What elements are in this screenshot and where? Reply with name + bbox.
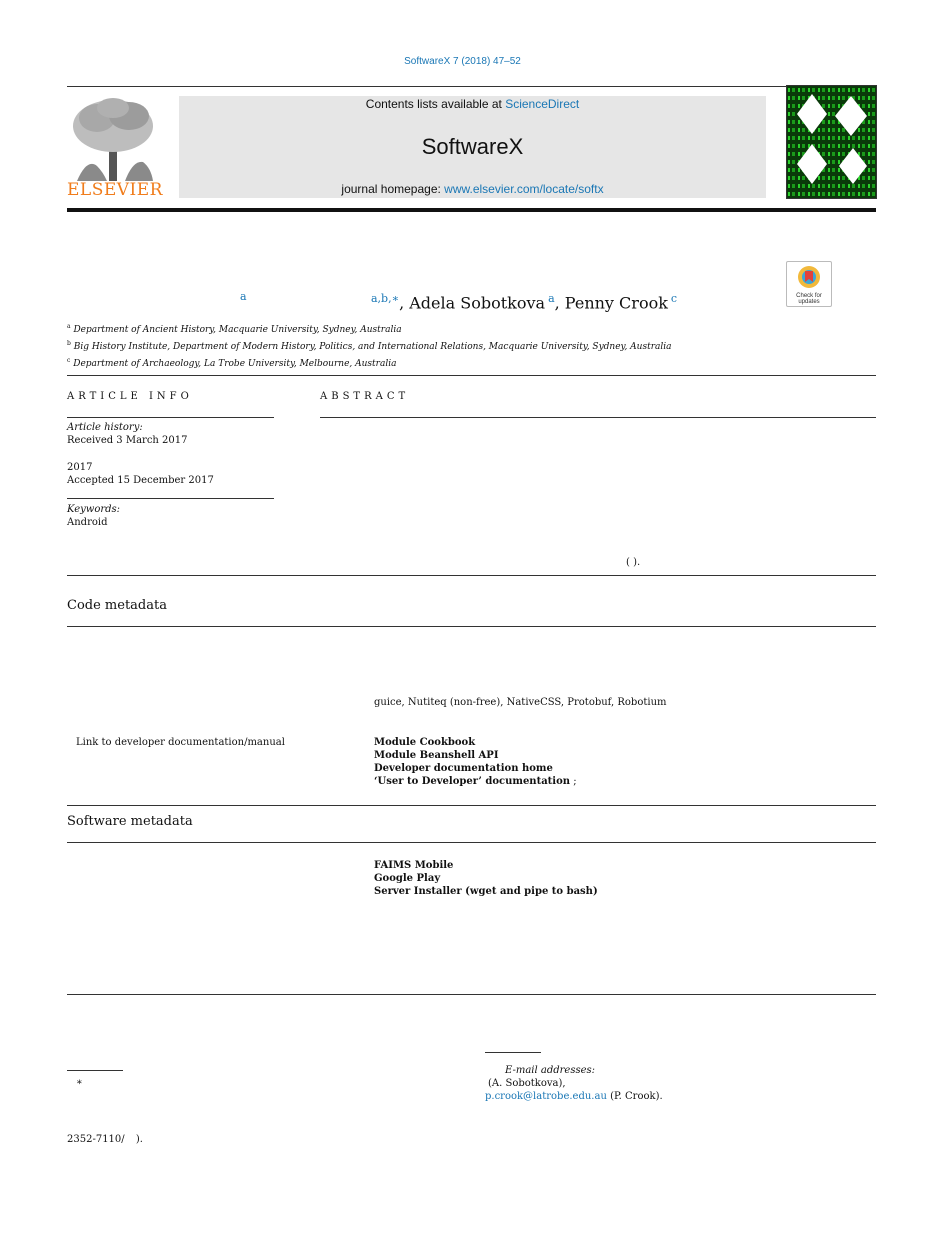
crook-email-link[interactable]: p.crook@latrobe.edu.au <box>485 1091 607 1102</box>
google-play-link[interactable]: Google Play <box>374 873 441 884</box>
software-metadata-rule <box>67 842 876 843</box>
author2-affil-mark[interactable]: a,b,∗ <box>371 292 400 305</box>
journal-cover-image <box>786 85 877 199</box>
user-to-developer-docs: ‘User to Developer’ documentation ; <box>374 776 577 787</box>
author3-affil-mark[interactable]: a <box>548 292 555 305</box>
elsevier-tree-icon <box>67 96 159 182</box>
homepage-line: journal homepage: www.elsevier.com/locate/softx <box>341 182 604 196</box>
footer-top-rule <box>67 994 876 995</box>
accepted-date: Accepted 15 December 2017 <box>67 475 214 486</box>
code-dependencies: guice, Nutiteq (non-free), NativeCSS, Protobuf, Robotium <box>374 697 667 708</box>
module-cookbook-link[interactable]: Module Cookbook <box>374 737 476 748</box>
footnote-rule-left <box>67 1070 123 1071</box>
check-for-updates-badge[interactable] <box>786 261 832 307</box>
homepage-link[interactable]: www.elsevier.com/locate/softx <box>444 182 604 196</box>
software-metadata-heading: Software metadata <box>67 814 193 829</box>
affiliation-c: $^c$ Department of Archaeology, La Trobe University, Melbourne, Australia <box>67 357 397 369</box>
article-info-top-rule <box>67 375 876 376</box>
module-beanshell-api-link[interactable]: Module Beanshell API <box>374 750 499 761</box>
revised-year: 2017 <box>67 462 93 473</box>
article-info-heading: ARTICLE INFO <box>67 391 193 402</box>
author3-name: , Adela Sobotkova <box>399 293 546 313</box>
journal-banner <box>179 96 766 198</box>
header-top-rule <box>67 86 876 87</box>
code-metadata-heading: Code metadata <box>67 598 167 613</box>
author1-affil-mark[interactable]: a <box>240 290 247 303</box>
software-metadata-top-rule <box>67 805 876 806</box>
sciencedirect-link[interactable]: ScienceDirect <box>505 97 580 111</box>
affiliation-a: $^a$ Department of Ancient History, Macquarie University, Sydney, Australia <box>67 323 402 335</box>
keywords-rule <box>67 498 274 499</box>
journal-citation-link[interactable]: SoftwareX 7 (2018) 47–52 <box>404 56 521 67</box>
crossmark-icon <box>797 265 821 289</box>
email-sobotkova: (A. Sobotkova), <box>488 1078 566 1089</box>
issn-line: 2352-7110/ ). <box>67 1134 143 1145</box>
developer-docs-home-link[interactable]: Developer documentation home <box>374 763 553 774</box>
affiliations <box>67 320 867 371</box>
keywords: Keywords: Android <box>67 504 121 528</box>
author2-marks <box>371 292 677 312</box>
affiliation-b: $^b$ Big History Institute, Department of Modern History, Politics, and International Relations, Macquarie University, Sydney, Australia <box>67 340 672 352</box>
user-to-developer-link[interactable]: ‘User to Developer’ documentation <box>374 776 571 787</box>
author4-name: , Penny Crook <box>554 293 668 313</box>
contents-line: Contents lists available at ScienceDirect <box>365 97 580 111</box>
faims-mobile-link[interactable]: FAIMS Mobile <box>374 860 454 871</box>
elsevier-logo <box>67 96 163 200</box>
authors-line <box>67 292 767 314</box>
developer-doc-links <box>374 736 577 788</box>
code-metadata-top-rule <box>67 575 876 576</box>
email-addresses: E-mail addresses: (A. Sobotkova), p.crook@latrobe.edu.au (P. Crook). <box>485 1064 875 1103</box>
code-metadata-rule <box>67 626 876 627</box>
abstract-tail: ( ). <box>626 557 641 568</box>
footnote-rule-right <box>485 1052 541 1053</box>
elsevier-wordmark: ELSEVIER <box>67 180 163 200</box>
article-history: Article history: Received 3 March 2017 2017 Accepted 15 December 2017 <box>67 422 214 486</box>
server-installer-link[interactable]: Server Installer (wget and pipe to bash) <box>374 886 598 897</box>
abstract-rule <box>320 417 876 418</box>
software-links <box>374 859 598 898</box>
keyword-android: Android <box>67 517 108 528</box>
corresponding-author-mark: ∗ <box>76 1077 83 1088</box>
header-thick-rule <box>67 208 876 212</box>
journal-title: SoftwareX <box>421 134 524 159</box>
developer-doc-label: Link to developer documentation/manual <box>76 737 285 748</box>
abstract-heading: ABSTRACT <box>320 391 410 402</box>
check-updates-label: Check for updates <box>796 293 822 305</box>
author4-affil-mark[interactable]: c <box>670 292 678 305</box>
email-crook: p.crook@latrobe.edu.au (P. Crook). <box>485 1091 663 1102</box>
softwarex-cover-icon <box>787 86 876 198</box>
article-info-rule <box>67 417 274 418</box>
received-date: Received 3 March 2017 <box>67 435 188 446</box>
